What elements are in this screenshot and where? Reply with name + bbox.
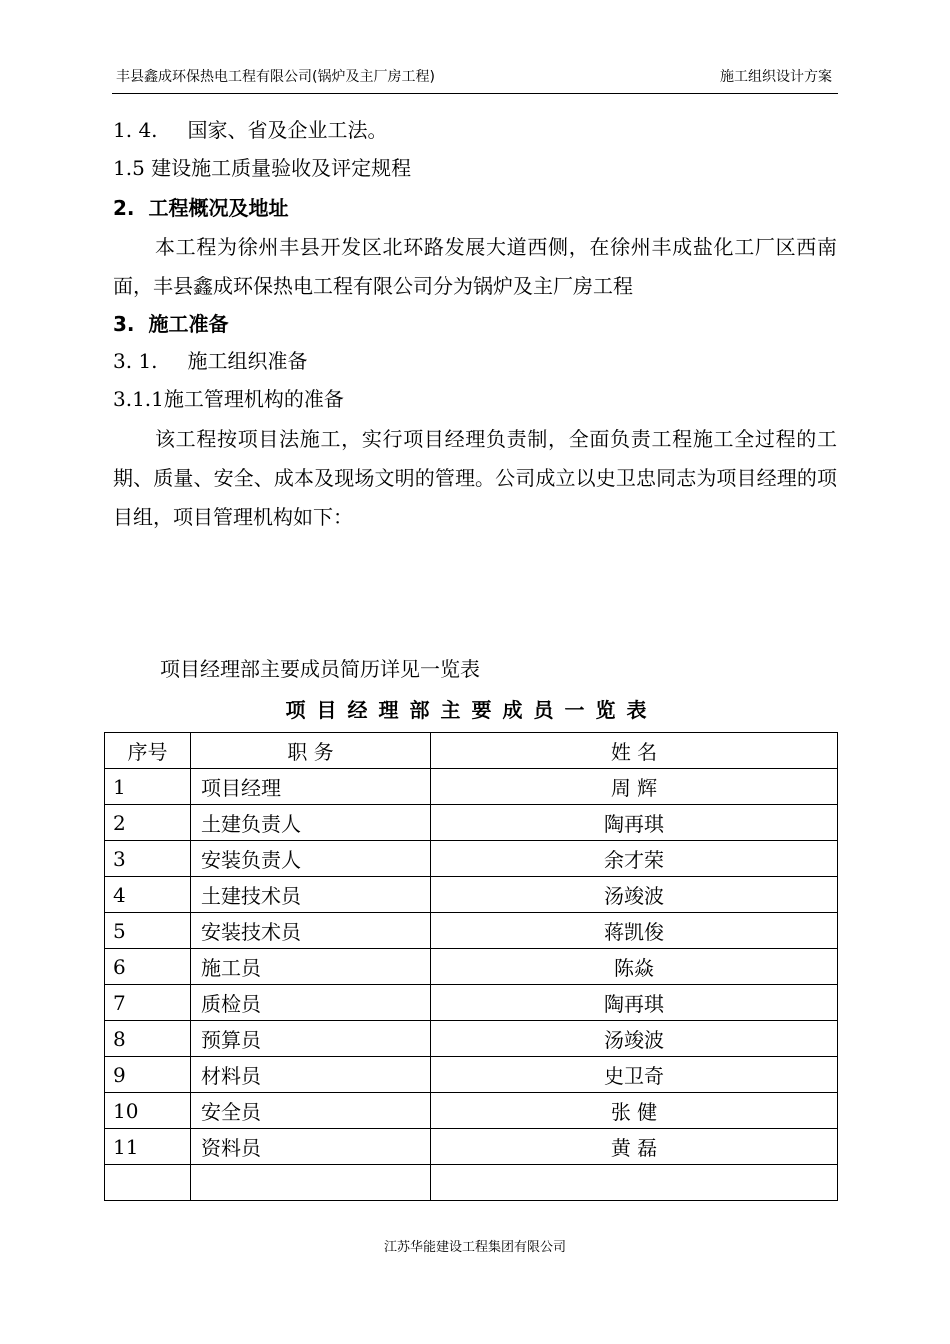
cell-number: 9 (105, 1057, 191, 1093)
cell-number: 7 (105, 985, 191, 1021)
cell-position: 安装技术员 (191, 913, 431, 949)
cell-name: 陈焱 (431, 949, 838, 985)
col-header-name: 姓 名 (431, 733, 838, 769)
table-row (105, 949, 838, 985)
table-caption: 项目经理部主要成员简历详见一览表 (160, 657, 480, 681)
table-row (105, 1021, 838, 1057)
header-divider (112, 93, 838, 94)
item-1-4 (113, 116, 388, 144)
cell-position: 项目经理 (191, 769, 431, 805)
item-text: 施工组织准备 (187, 349, 308, 373)
cell-position: 土建负责人 (191, 805, 431, 841)
cell-position: 预算员 (191, 1021, 431, 1057)
cell-number: 4 (105, 877, 191, 913)
cell-name: 张 健 (431, 1093, 838, 1129)
item-text: 国家、省及企业工法。 (187, 118, 388, 142)
table-header-row (105, 733, 838, 769)
cell-number: 3 (105, 841, 191, 877)
cell-position: 资料员 (191, 1129, 431, 1165)
item-3-1 (113, 347, 308, 375)
table-title: 项目经理部主要成员一览表 (285, 698, 658, 722)
table-row (105, 769, 838, 805)
cell-position: 质检员 (191, 985, 431, 1021)
cell-position (191, 1165, 431, 1201)
cell-number: 6 (105, 949, 191, 985)
cell-number: 11 (105, 1129, 191, 1165)
col-header-number: 序号 (105, 733, 191, 769)
section-number: 2. (113, 196, 135, 220)
cell-name: 陶再琪 (431, 805, 838, 841)
cell-position: 土建技术员 (191, 877, 431, 913)
cell-position: 材料员 (191, 1057, 431, 1093)
cell-name: 汤竣波 (431, 1021, 838, 1057)
cell-name (431, 1165, 838, 1201)
cell-name: 周 辉 (431, 769, 838, 805)
table-row (105, 1165, 838, 1201)
table-row (105, 805, 838, 841)
section-title: 工程概况及地址 (148, 196, 289, 220)
table-row (105, 985, 838, 1021)
header-company: 丰县鑫成环保热电工程有限公司(锅炉及主厂房工程) (116, 69, 435, 85)
header-doc-title: 施工组织设计方案 (720, 69, 832, 85)
cell-number: 10 (105, 1093, 191, 1129)
cell-name: 余才荣 (431, 841, 838, 877)
cell-position: 安装负责人 (191, 841, 431, 877)
section-title: 施工准备 (148, 312, 229, 336)
cell-name: 史卫奇 (431, 1057, 838, 1093)
management-paragraph: 该工程按项目法施工，实行项目经理负责制，全面负责工程施工全过程的工期、质量、安全、成本及现场文明的管理。公司成立以史卫忠同志为项目经理的项目组，项目管理机构如下： (113, 427, 837, 529)
cell-number: 8 (105, 1021, 191, 1057)
table-row (105, 877, 838, 913)
section-number: 3. (113, 312, 135, 336)
item-number: 3. 1. (113, 349, 158, 373)
cell-name: 汤竣波 (431, 877, 838, 913)
table-row (105, 841, 838, 877)
section-3-heading (113, 310, 229, 338)
col-header-position: 职 务 (191, 733, 431, 769)
page-footer: 江苏华能建设工程集团有限公司 (383, 1240, 566, 1255)
cell-number: 2 (105, 805, 191, 841)
cell-name: 陶再琪 (431, 985, 838, 1021)
table-row (105, 1129, 838, 1165)
cell-number: 5 (105, 913, 191, 949)
cell-name: 蒋凯俊 (431, 913, 838, 949)
table-row (105, 1093, 838, 1129)
table-row (105, 1057, 838, 1093)
page-header (116, 66, 832, 88)
item-3-1-1: 3.1.1施工管理机构的准备 (113, 387, 344, 411)
item-1-5: 1.5 建设施工质量验收及评定规程 (113, 156, 412, 180)
cell-position: 施工员 (191, 949, 431, 985)
item-number: 1. 4. (113, 118, 158, 142)
cell-name: 黄 磊 (431, 1129, 838, 1165)
table-row (105, 913, 838, 949)
section-2-heading (113, 194, 289, 222)
cell-number: 1 (105, 769, 191, 805)
project-overview-paragraph: 本工程为徐州丰县开发区北环路发展大道西侧，在徐州丰成盐化工厂区西南面，丰县鑫成环保热电工程有限公司分为锅炉及主厂房工程 (113, 235, 837, 298)
cell-number (105, 1165, 191, 1201)
cell-position: 安全员 (191, 1093, 431, 1129)
members-table (104, 732, 838, 1201)
